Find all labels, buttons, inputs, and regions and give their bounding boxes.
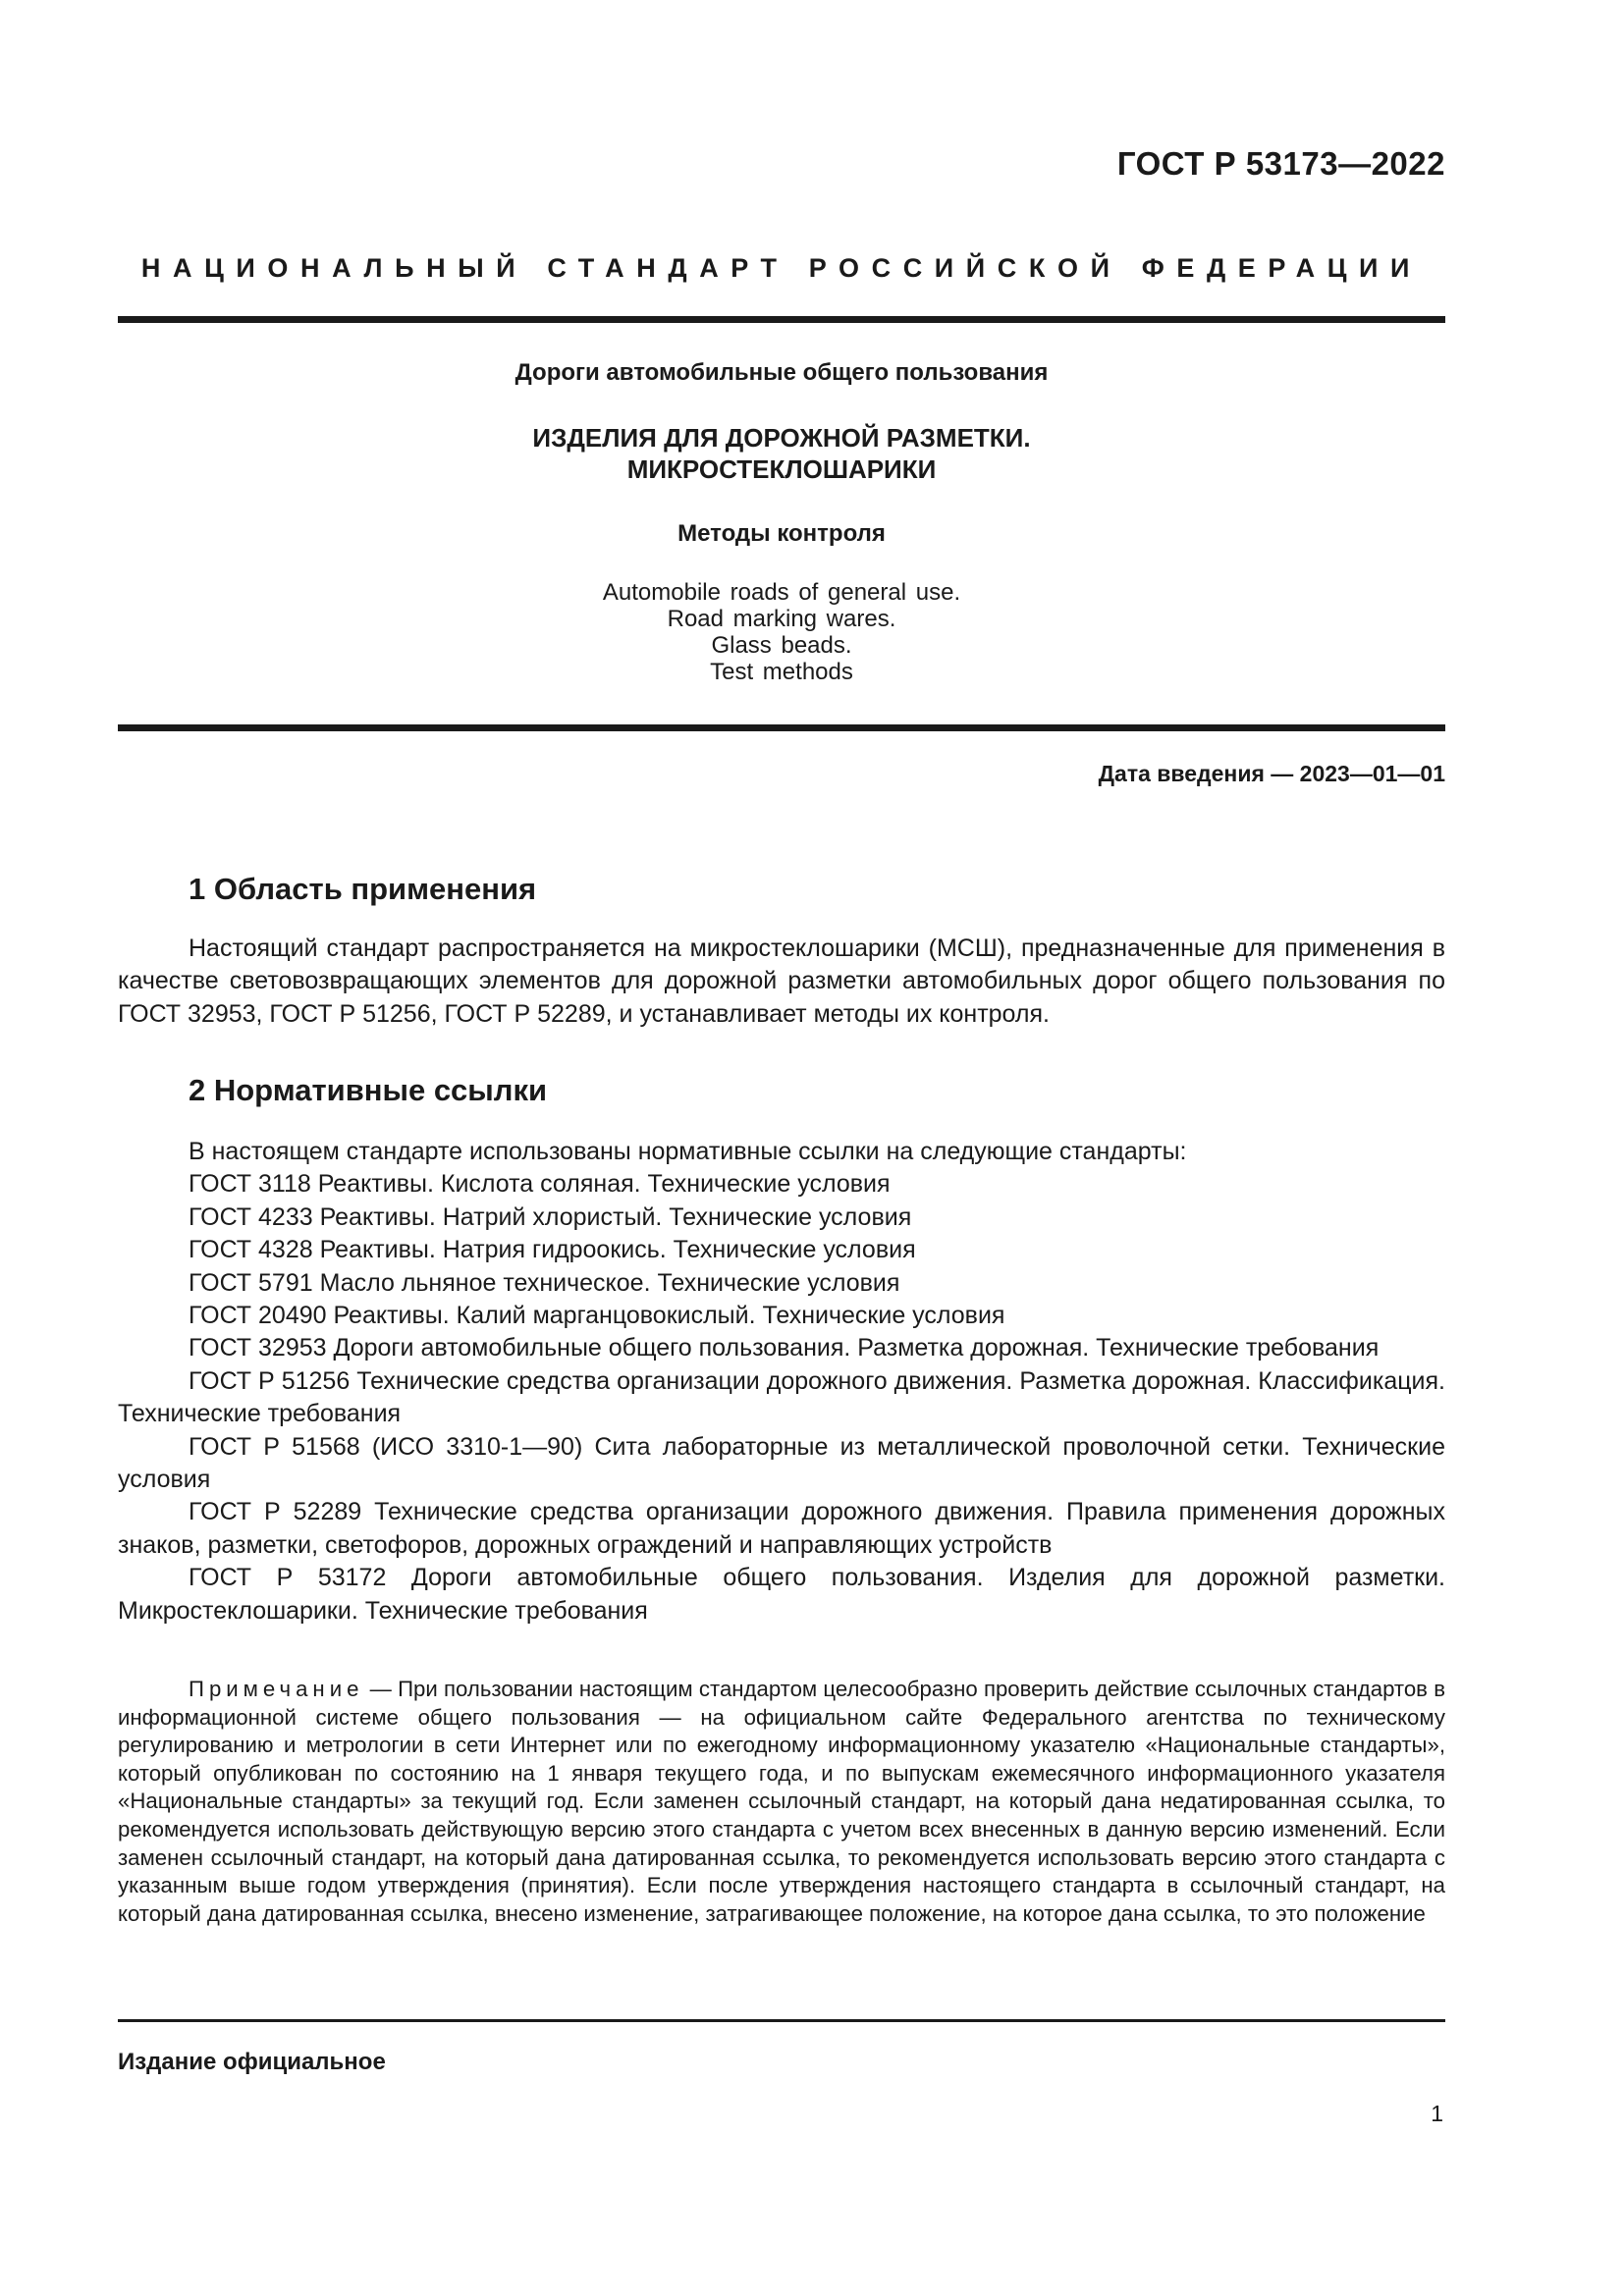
document-title-line-1: ИЗДЕЛИЯ ДЛЯ ДОРОЖНОЙ РАЗМЕТКИ.	[532, 423, 1031, 453]
reference-item: ГОСТ 20490 Реактивы. Калий марганцовокислый. Технические условия	[189, 1302, 1005, 1330]
top-rule	[118, 316, 1445, 323]
standard-code: ГОСТ Р 53173—2022	[1116, 145, 1445, 182]
english-title	[118, 579, 1445, 685]
document-subtitle: Дороги автомобильные общего пользования	[514, 359, 1049, 386]
section-1-body	[118, 933, 1445, 1031]
official-edition-label: Издание официальное	[118, 2049, 386, 2075]
note-text: — При пользовании настоящим стандартом целесообразно проверить действие ссылочных стандартов в информационной системе общего пользования — на официальном сайте Федерального агентства по техническому регулированию и метрологии в сети Интернет или по ежегодному информационному указателю «Национальные стандарты», который опубликован по состоянию на 1 января текущего года, и по выпускам ежемесячного информационного указателя «Национальные стандарты» за текущий год. Если заменен ссылочный стандарт, на который дана недатированная ссылка, то рекомендуется использовать действующую версию этого стандарта с учетом всех внесенных в данную версию изменений. Если заменен ссылочный стандарт, на который дана датированная ссылка, то рекомендуется использовать версию этого стандарта с указанным выше годом утверждения (принятия). Если после утверждения настоящего стандарта в ссылочный стандарт, на который дана датированная ссылка, внесено изменение, затрагивающее положение, на которое дана ссылка, то это положение	[118, 1677, 1445, 1926]
document-methods-title: Методы контроля	[677, 520, 886, 547]
english-title-line-1: Automobile roads of general use.	[602, 579, 961, 606]
reference-item: ГОСТ 3118 Реактивы. Кислота соляная. Технические условия	[189, 1170, 891, 1199]
reference-item: ГОСТ 4233 Реактивы. Натрий хлористый. Технические условия	[189, 1202, 912, 1231]
document-page	[118, 0, 1445, 2296]
reference-item: ГОСТ 4328 Реактивы. Натрия гидроокись. Технические условия	[189, 1236, 916, 1264]
national-standard-banner: НАЦИОНАЛЬНЫЙ СТАНДАРТ РОССИЙСКОЙ ФЕДЕРАЦИИ	[140, 253, 1423, 283]
normative-references-list	[118, 1136, 1445, 1628]
note-paragraph	[118, 1676, 1445, 1928]
references-note	[118, 1676, 1445, 1928]
note-label: Примечание	[189, 1677, 364, 1701]
reference-item: ГОСТ Р 51568 (ИСО 3310-1—90) Сита лабораторные из металлической проволочной сетки. Технические условия	[118, 1432, 1445, 1494]
document-title	[118, 422, 1445, 485]
english-title-line-4: Test methods	[710, 659, 853, 685]
english-title-line-2: Road marking wares.	[667, 606, 896, 632]
english-title-line-3: Glass beads.	[711, 632, 852, 659]
reference-item: ГОСТ Р 53172 Дороги автомобильные общего пользования. Изделия для дорожной разметки. Микростеклошарики. Технические требования	[118, 1564, 1445, 1625]
section-1-heading: 1 Область применения	[189, 872, 537, 906]
reference-item: ГОСТ 32953 Дороги автомобильные общего пользования. Разметка дорожная. Технические требования	[189, 1334, 1380, 1362]
footer-rule	[118, 2019, 1445, 2022]
references-intro: В настоящем стандарте использованы нормативные ссылки на следующие стандарты:	[189, 1138, 1187, 1165]
reference-item: ГОСТ Р 51256 Технические средства организации дорожного движения. Разметка дорожная. Классификация. Технические требования	[118, 1366, 1445, 1428]
introduction-date: Дата введения — 2023—01—01	[1098, 761, 1445, 786]
section-2-heading: 2 Нормативные ссылки	[189, 1073, 548, 1107]
section-1-paragraph: Настоящий стандарт распространяется на микростеклошарики (МСШ), предназначенные для применения в качестве световозвращающих элементов для дорожной разметки автомобильных дорог общего пользования по ГОСТ 32953, ГОСТ Р 51256, ГОСТ Р 52289, и устанавливает методы их контроля.	[118, 934, 1445, 1028]
reference-item: ГОСТ 5791 Масло льняное техническое. Технические условия	[189, 1268, 900, 1297]
document-title-line-2: МИКРОСТЕКЛОШАРИКИ	[626, 454, 937, 484]
page-number: 1	[1431, 2101, 1443, 2126]
title-bottom-rule	[118, 724, 1445, 731]
reference-item: ГОСТ Р 52289 Технические средства организации дорожного движения. Правила применения дорожных знаков, разметки, светофоров, дорожных ограждений и направляющих устройств	[118, 1498, 1445, 1559]
